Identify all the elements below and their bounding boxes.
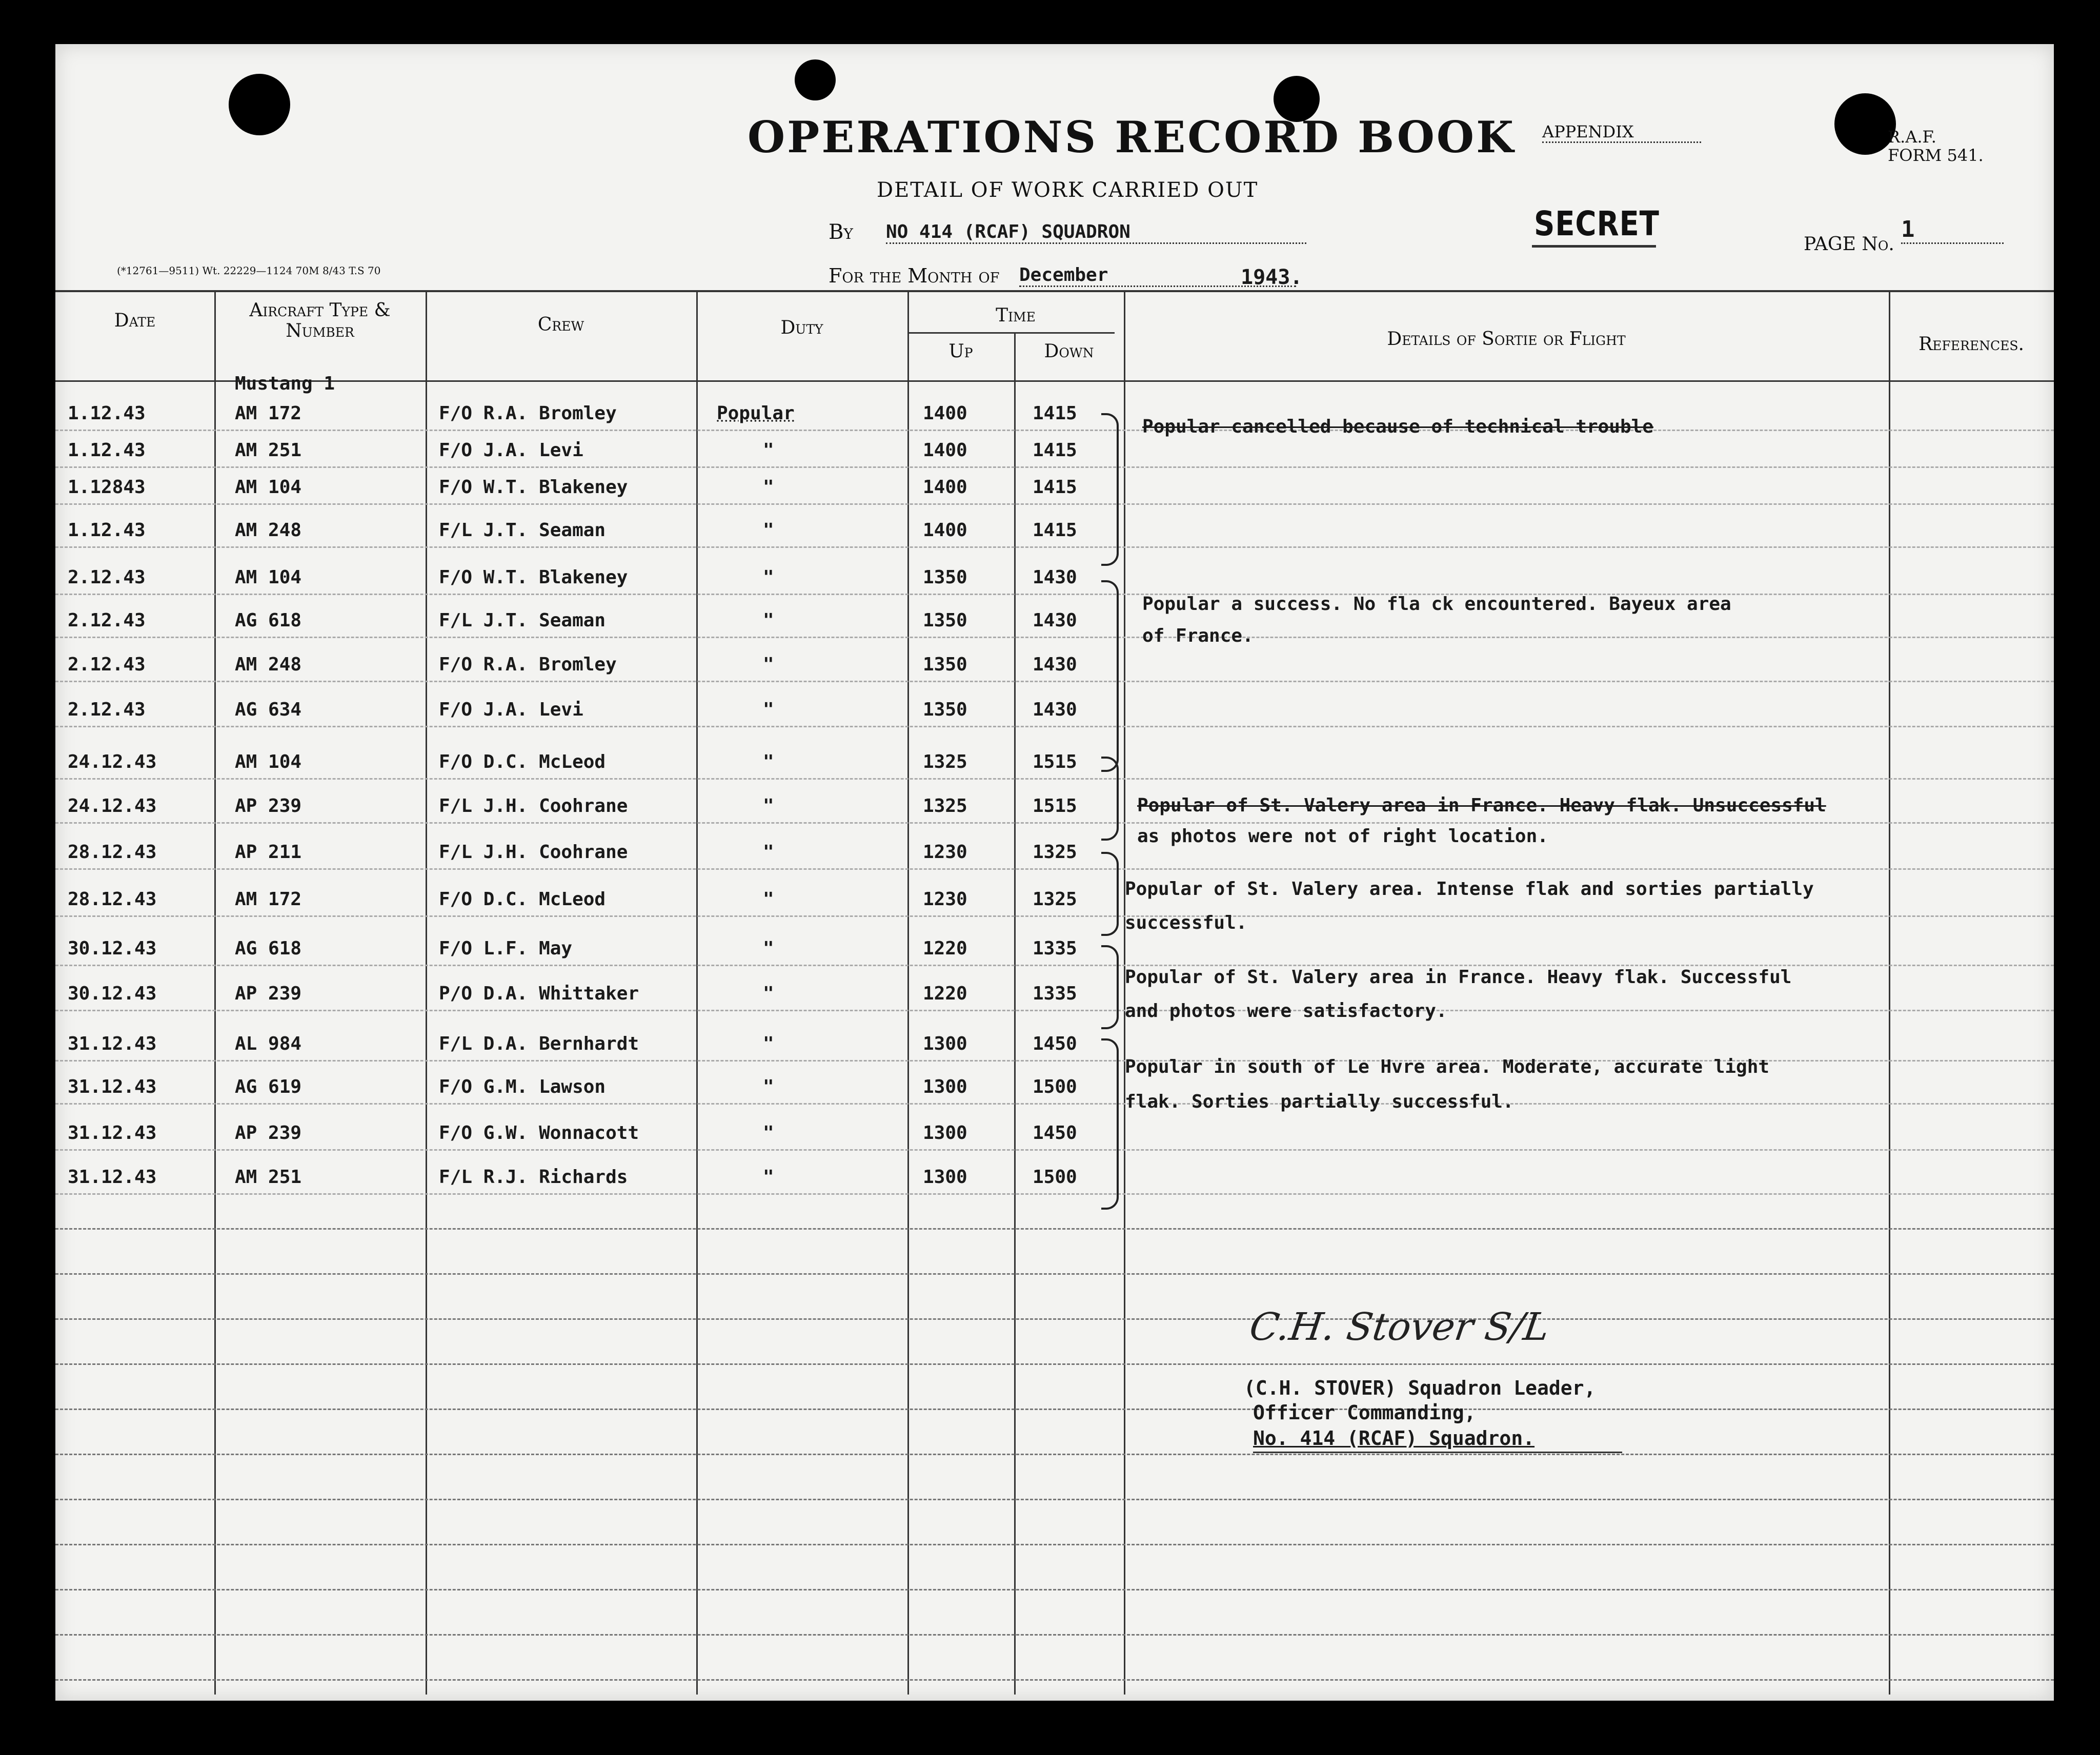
cell-down: 1450 — [1033, 1033, 1077, 1054]
ruled-line — [55, 1363, 2054, 1365]
cell-down: 1430 — [1033, 699, 1077, 720]
cell-duty: " — [763, 795, 774, 817]
time-split-rule — [907, 332, 1115, 334]
cell-date: 28.12.43 — [68, 889, 157, 910]
row-rule — [55, 594, 2054, 595]
cell-up: 1350 — [923, 654, 967, 675]
by-label: By — [829, 220, 853, 244]
cell-aircraft: AP 239 — [235, 1123, 302, 1144]
ruled-line — [55, 1499, 2054, 1500]
detail-line: Popular cancelled because of technical trouble — [1142, 416, 1653, 437]
page-title: OPERATIONS RECORD BOOK — [748, 112, 1516, 162]
cell-date: 31.12.43 — [68, 1167, 157, 1188]
raf-label: R.A.F. — [1888, 127, 1936, 147]
year-value: 1943. — [1241, 266, 1303, 289]
table-row — [55, 889, 1124, 920]
cell-duty: " — [763, 440, 774, 461]
table-row — [55, 520, 1124, 550]
cell-duty: " — [763, 983, 774, 1004]
table-row — [55, 938, 1124, 969]
detail-line: flak. Sorties partially successful. — [1125, 1091, 1514, 1112]
cell-down: 1335 — [1033, 983, 1077, 1004]
cell-down: 1415 — [1033, 403, 1077, 424]
cell-crew: F/L J.H. Coohrane — [439, 795, 628, 817]
cell-aircraft: AM 104 — [235, 751, 302, 772]
cell-up: 1325 — [923, 751, 967, 772]
row-rule — [55, 868, 2054, 870]
col-header-up: Up — [948, 341, 973, 362]
col-header-down: Down — [1044, 341, 1094, 362]
cell-crew: F/O L.F. May — [439, 938, 573, 959]
cell-duty: " — [763, 1076, 774, 1097]
cell-up: 1350 — [923, 699, 967, 720]
cell-down: 1430 — [1033, 567, 1077, 588]
cell-up: 1300 — [923, 1167, 967, 1188]
document-page — [55, 44, 2054, 1701]
cell-duty: " — [763, 520, 774, 541]
detail-line: and photos were satisfactory. — [1125, 1001, 1447, 1022]
cell-crew: F/O J.A. Levi — [439, 699, 583, 720]
row-rule — [55, 466, 2054, 468]
detail-entry — [1125, 872, 1814, 940]
cell-up: 1220 — [923, 938, 967, 959]
cell-down: 1430 — [1033, 610, 1077, 631]
group-brace — [1101, 852, 1119, 936]
cell-up: 1400 — [923, 403, 967, 424]
cell-up: 1350 — [923, 610, 967, 631]
table-row — [55, 795, 1124, 826]
cell-down: 1450 — [1033, 1123, 1077, 1144]
cell-date: 2.12.43 — [68, 610, 146, 631]
cell-down: 1515 — [1033, 795, 1077, 817]
cell-aircraft: AM 104 — [235, 567, 302, 588]
cell-crew: F/O R.A. Bromley — [439, 654, 617, 675]
group-brace — [1101, 580, 1119, 772]
ruled-line — [55, 1634, 2054, 1636]
cell-aircraft: AM 172 — [235, 403, 302, 424]
form-number: FORM 541. — [1888, 146, 1984, 165]
detail-entry — [1142, 416, 1653, 437]
row-rule — [55, 546, 2054, 548]
cell-duty: " — [763, 938, 774, 959]
table-row — [55, 1167, 1124, 1197]
cell-up: 1400 — [923, 520, 967, 541]
cell-date: 2.12.43 — [68, 654, 146, 675]
detail-line: successful. — [1125, 912, 1247, 933]
cell-crew: F/L R.J. Richards — [439, 1167, 628, 1188]
handwritten-signature: C.H. Stover S/L — [1246, 1305, 1552, 1349]
table-row — [55, 1123, 1124, 1153]
cell-duty: " — [763, 1167, 774, 1188]
group-brace — [1101, 1038, 1119, 1210]
row-rule — [55, 681, 2054, 682]
ruled-line — [55, 1589, 2054, 1590]
cell-aircraft: AG 618 — [235, 938, 302, 959]
detail-line: Popular of St. Valery area in France. Heavy flak. Unsuccessful — [1137, 795, 1826, 816]
cell-up: 1220 — [923, 983, 967, 1004]
cell-down: 1415 — [1033, 440, 1077, 461]
cell-aircraft: AG 619 — [235, 1076, 302, 1097]
cell-down: 1325 — [1033, 889, 1077, 910]
cell-crew: F/O J.A. Levi — [439, 440, 583, 461]
cell-duty: " — [763, 751, 774, 772]
col-header-time: Time — [996, 305, 1036, 326]
punch-hole — [795, 59, 836, 100]
table-row — [55, 699, 1124, 730]
cell-duty: " — [763, 567, 774, 588]
cell-date: 28.12.43 — [68, 842, 157, 863]
cell-up: 1300 — [923, 1076, 967, 1097]
cell-down: 1500 — [1033, 1167, 1077, 1188]
table-row — [55, 440, 1124, 471]
ruled-line — [55, 1273, 2054, 1275]
secret-stamp: SECRET — [1534, 204, 1660, 243]
table-row — [55, 1033, 1124, 1064]
table-row — [55, 654, 1124, 685]
detail-entry — [1125, 961, 1791, 1028]
ruled-line — [55, 1409, 2054, 1410]
cell-duty: " — [763, 610, 774, 631]
cell-duty: " — [763, 889, 774, 910]
month-label: For the Month of — [829, 264, 1000, 287]
cell-crew: F/O W.T. Blakeney — [439, 567, 628, 588]
table-row — [55, 610, 1124, 641]
row-rule — [55, 430, 2054, 431]
cell-date: 2.12.43 — [68, 699, 146, 720]
cell-up: 1230 — [923, 842, 967, 863]
cell-duty: " — [763, 1123, 774, 1144]
cell-date: 30.12.43 — [68, 938, 157, 959]
cell-aircraft: AM 248 — [235, 520, 302, 541]
table-row — [55, 983, 1124, 1014]
cell-crew: F/O W.T. Blakeney — [439, 477, 628, 498]
cell-duty: Popular — [717, 403, 795, 424]
cell-crew: F/O G.M. Lawson — [439, 1076, 606, 1097]
cell-down: 1415 — [1033, 520, 1077, 541]
cell-aircraft: AM 251 — [235, 1167, 302, 1188]
month-value: December — [1019, 264, 1296, 287]
table-row — [55, 1076, 1124, 1107]
unit-name: NO 414 (RCAF) SQUADRON — [886, 221, 1306, 244]
appendix-label: APPENDIX — [1542, 122, 1701, 143]
cell-crew: P/O D.A. Whittaker — [439, 983, 639, 1004]
cell-duty: " — [763, 1033, 774, 1054]
cell-aircraft: AM 248 — [235, 654, 302, 675]
ruled-line — [55, 1228, 2054, 1230]
detail-entry — [1137, 790, 1826, 852]
cell-aircraft: AM 172 — [235, 889, 302, 910]
cell-down: 1415 — [1033, 477, 1077, 498]
cell-date: 24.12.43 — [68, 751, 157, 772]
col-header-aircraft: Aircraft Type & Number — [249, 300, 391, 341]
detail-entry — [1142, 588, 1731, 652]
group-brace — [1101, 945, 1119, 1029]
signature-underline — [1253, 1452, 1622, 1453]
ruled-line — [55, 1318, 2054, 1320]
table-row — [55, 373, 1124, 434]
print-code: (*12761—9511) Wt. 22229—1124 70M 8/43 T.S 70 — [117, 264, 381, 277]
subtitle: DETAIL OF WORK CARRIED OUT — [877, 178, 1259, 202]
punch-hole — [229, 74, 290, 135]
table-row — [55, 567, 1124, 598]
cell-crew: F/O D.C. McLeod — [439, 889, 606, 910]
cell-date: 24.12.43 — [68, 795, 157, 817]
cell-duty: " — [763, 654, 774, 675]
row-rule — [55, 637, 2054, 638]
row-rule — [55, 1193, 2054, 1195]
detail-line: of France. — [1142, 625, 1254, 646]
ruled-line — [55, 1454, 2054, 1455]
detail-line: Popular of St. Valery area in France. Heavy flak. Successful — [1125, 967, 1792, 988]
cell-crew: F/L J.T. Seaman — [439, 610, 606, 631]
cell-down: 1430 — [1033, 654, 1077, 675]
cell-date: 1.12.43 — [68, 403, 146, 424]
page-number: 1 — [1901, 216, 2004, 244]
cell-date: 31.12.43 — [68, 1123, 157, 1144]
cell-date: 31.12.43 — [68, 1033, 157, 1054]
detail-line: Popular of St. Valery area. Intense flak and sorties partially — [1125, 879, 1814, 900]
group-brace — [1101, 413, 1119, 566]
cell-aircraft: AG 634 — [235, 699, 302, 720]
cell-up: 1400 — [923, 477, 967, 498]
cell-down: 1325 — [1033, 842, 1077, 863]
col-header-duty: Duty — [780, 317, 823, 338]
page-label: PAGE No. — [1804, 234, 1894, 255]
col-header-date: Date — [114, 310, 156, 331]
cell-duty: " — [763, 699, 774, 720]
detail-entry — [1125, 1050, 1769, 1119]
punch-hole — [1834, 93, 1896, 155]
cell-aircraft: AM 104 — [235, 477, 302, 498]
table-row — [55, 842, 1124, 872]
cell-up: 1350 — [923, 567, 967, 588]
col-header-details: Details of Sortie or Flight — [1387, 329, 1626, 350]
table-row — [55, 477, 1124, 507]
cell-date: 1.12.43 — [68, 520, 146, 541]
col-rule — [1889, 290, 1890, 1695]
signatory-name: (C.H. STOVER) Squadron Leader, — [1244, 1377, 1596, 1399]
cell-crew: F/L D.A. Bernhardt — [439, 1033, 639, 1054]
cell-crew: F/L J.H. Coohrane — [439, 842, 628, 863]
cell-date: 30.12.43 — [68, 983, 157, 1004]
cell-date: 2.12.43 — [68, 567, 146, 588]
cell-down: 1515 — [1033, 751, 1077, 772]
ruled-line — [55, 1544, 2054, 1545]
cell-date: 1.12843 — [68, 477, 146, 498]
signatory-unit: No. 414 (RCAF) Squadron. — [1253, 1427, 1535, 1450]
cell-aircraft-type: Mustang 1 — [235, 373, 335, 394]
cell-down: 1500 — [1033, 1076, 1077, 1097]
cell-aircraft: AM 251 — [235, 440, 302, 461]
cell-date: 1.12.43 — [68, 440, 146, 461]
cell-aircraft: AL 984 — [235, 1033, 302, 1054]
cell-crew: F/O R.A. Bromley — [439, 403, 617, 424]
cell-crew: F/O D.C. McLeod — [439, 751, 606, 772]
cell-up: 1300 — [923, 1123, 967, 1144]
cell-up: 1300 — [923, 1033, 967, 1054]
detail-line: Popular in south of Le Hvre area. Moderate, accurate light — [1125, 1056, 1770, 1077]
table-top-rule — [55, 290, 2054, 292]
secret-underline — [1532, 245, 1656, 248]
cell-aircraft: AP 239 — [235, 795, 302, 817]
cell-duty: " — [763, 842, 774, 863]
detail-line: Popular a success. No fla ck encountered. Bayeux area — [1142, 594, 1731, 615]
ruled-line — [55, 1679, 2054, 1681]
col-header-crew: Crew — [537, 314, 584, 335]
header-bottom-rule — [55, 380, 2054, 382]
cell-aircraft: AG 618 — [235, 610, 302, 631]
row-rule — [55, 503, 2054, 505]
cell-up: 1325 — [923, 795, 967, 817]
cell-aircraft: AP 211 — [235, 842, 302, 863]
cell-aircraft: AP 239 — [235, 983, 302, 1004]
cell-date: 31.12.43 — [68, 1076, 157, 1097]
table-row — [55, 751, 1124, 782]
cell-duty: " — [763, 477, 774, 498]
cell-crew: F/L J.T. Seaman — [439, 520, 606, 541]
cell-crew: F/O G.W. Wonnacott — [439, 1123, 639, 1144]
cell-up: 1230 — [923, 889, 967, 910]
cell-up: 1400 — [923, 440, 967, 461]
row-rule — [55, 1149, 2054, 1151]
cell-down: 1335 — [1033, 938, 1077, 959]
detail-line: as photos were not of right location. — [1137, 826, 1548, 847]
signatory-role: Officer Commanding, — [1253, 1401, 1476, 1424]
row-rule — [55, 778, 2054, 780]
row-rule — [55, 726, 2054, 727]
group-brace — [1101, 757, 1119, 841]
col-header-references: References. — [1919, 334, 2024, 355]
